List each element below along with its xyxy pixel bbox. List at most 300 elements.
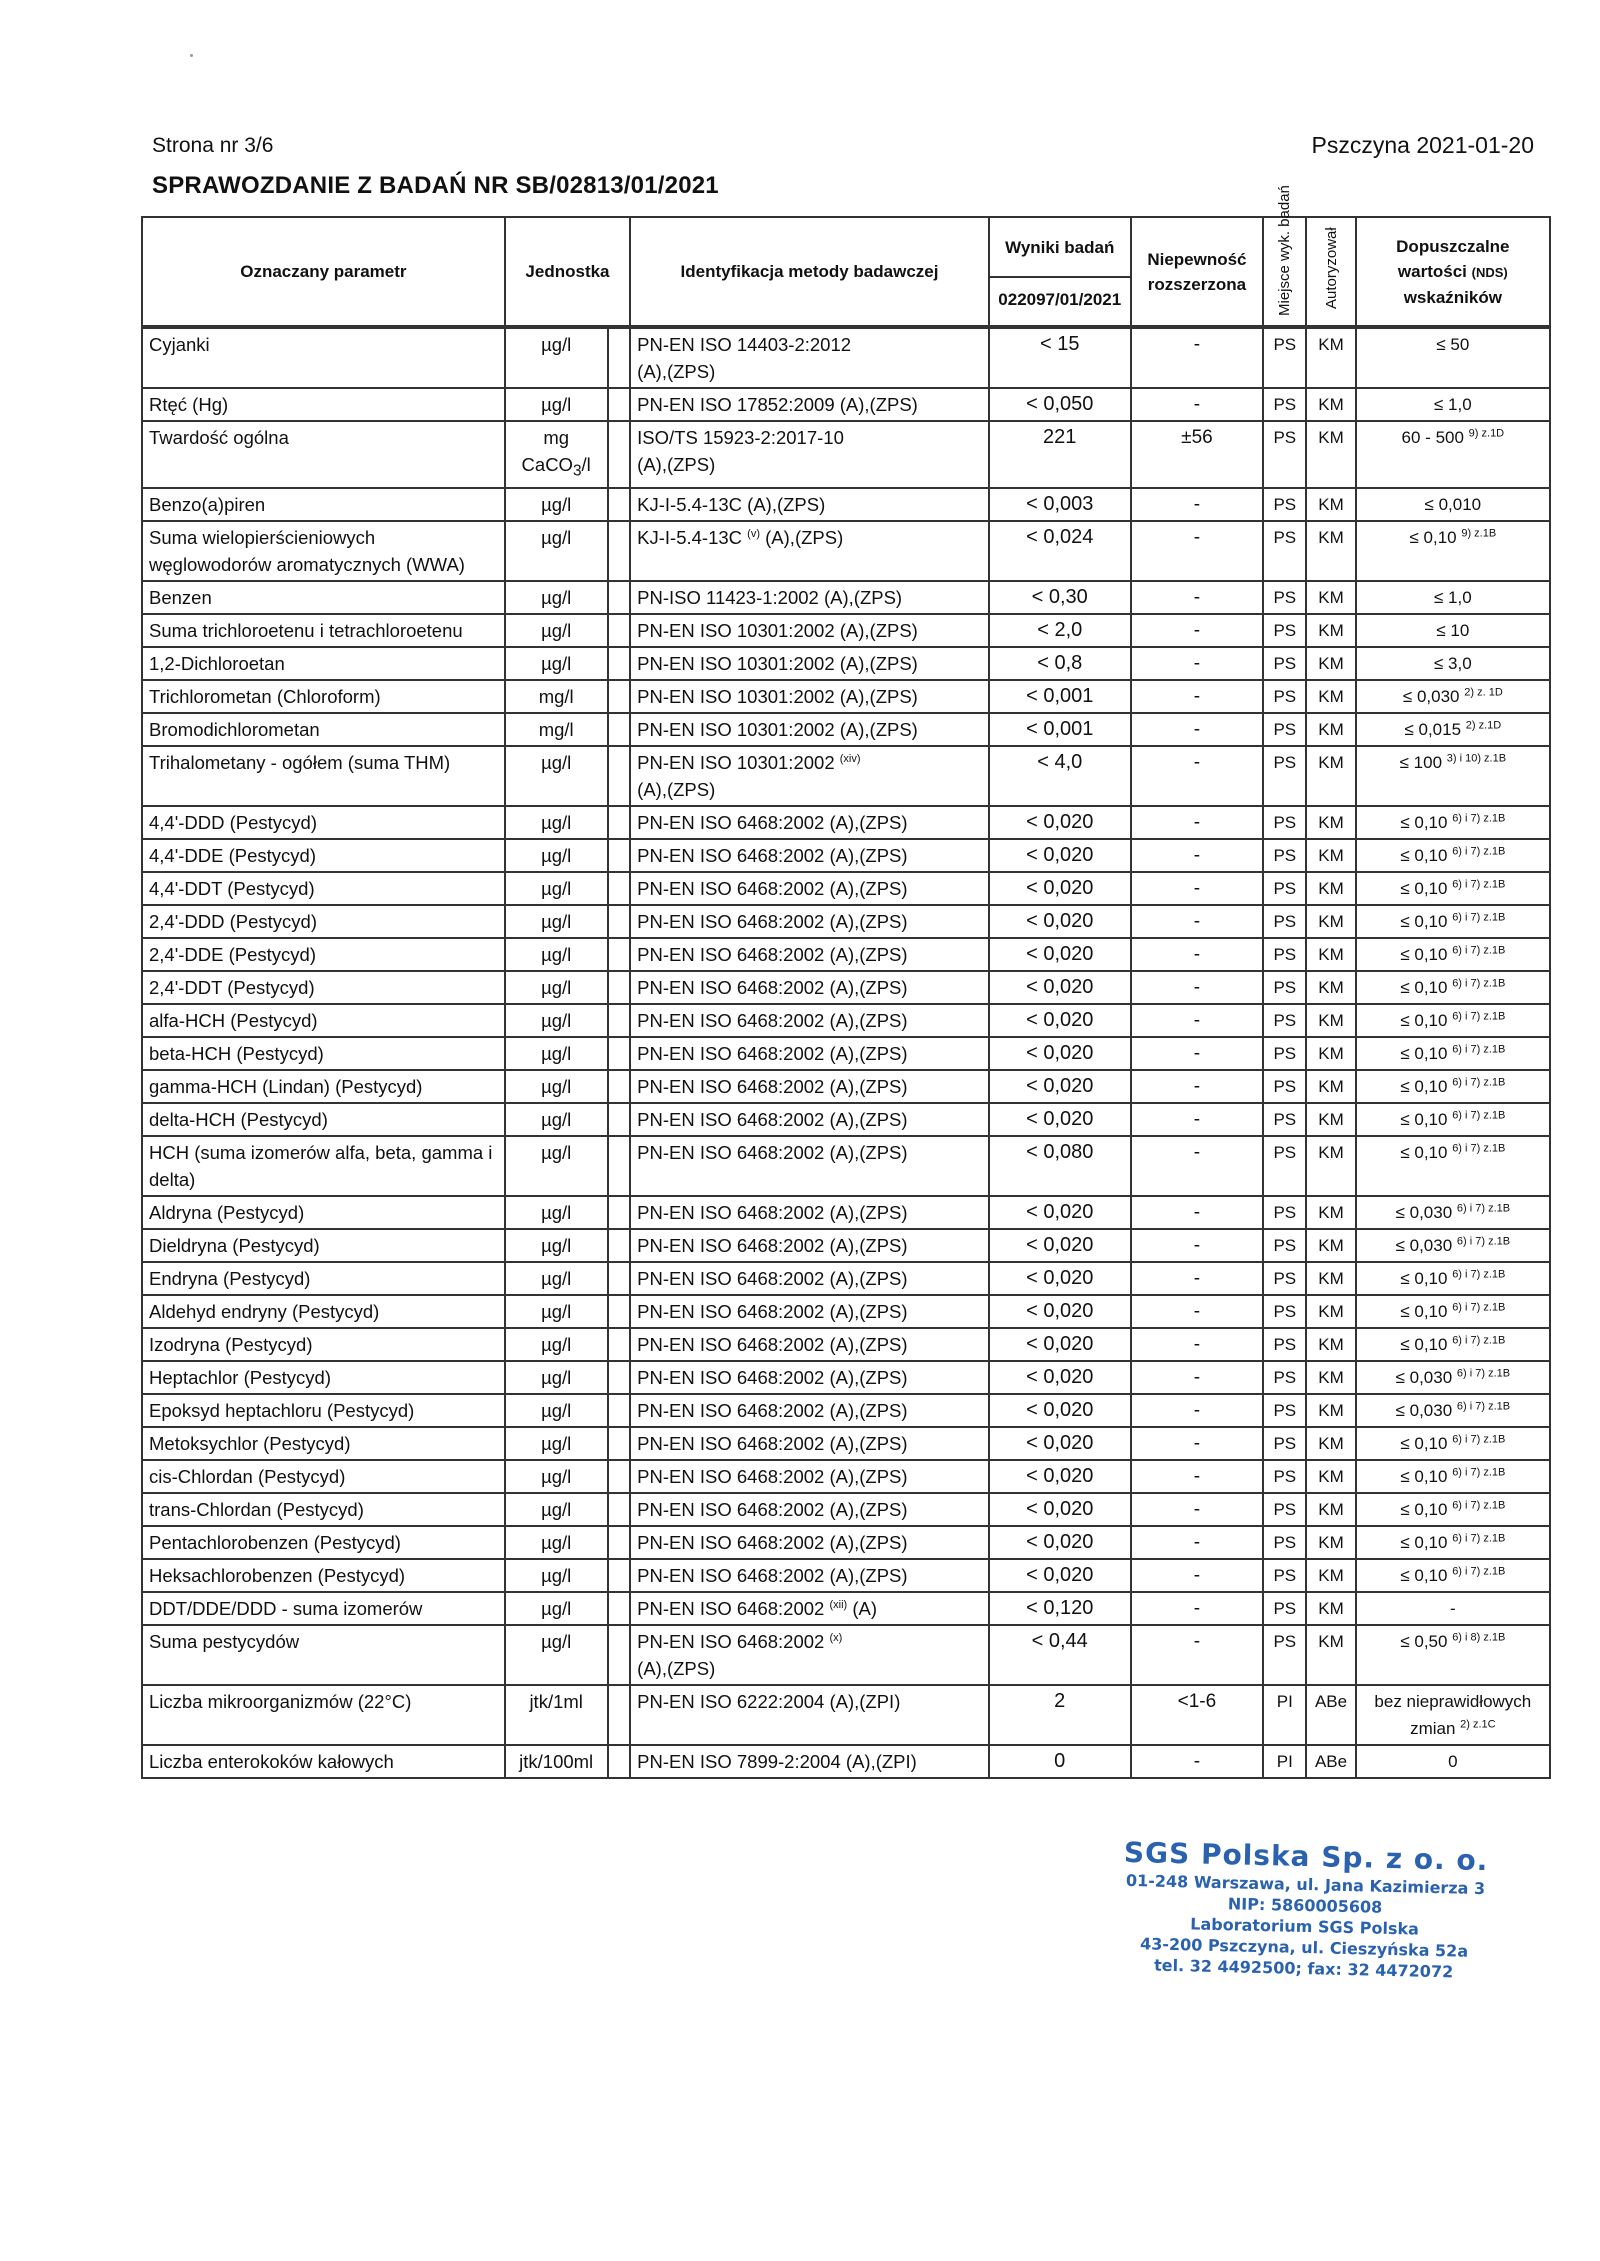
- uncertainty-cell: -: [1131, 971, 1264, 1004]
- limit-cell: [1356, 1745, 1550, 1778]
- spacer-cell: [608, 614, 631, 647]
- table-row: [142, 1196, 1550, 1229]
- method-tail: (A),(ZPS): [760, 526, 844, 548]
- unit-cell: [505, 713, 608, 746]
- method-cell: [630, 581, 989, 614]
- limit-footnote: 6) i 7) z.1B: [1452, 944, 1506, 957]
- authorized-cell: KM: [1306, 746, 1355, 806]
- uncertainty-cell: -: [1131, 746, 1264, 806]
- param-cell: Trihalometany - ogółem (suma THM): [142, 746, 505, 806]
- limit-value: ≤ 0,10: [1400, 1301, 1448, 1321]
- uncertainty-cell: -: [1131, 1745, 1264, 1778]
- method-text: PN-EN ISO 6468:2002 (A),(ZPS): [637, 943, 908, 965]
- uncertainty-cell: -: [1131, 680, 1264, 713]
- limit-footnote: 6) i 7) z.1B: [1452, 1142, 1506, 1155]
- uncertainty-cell: -: [1131, 1493, 1264, 1526]
- place-cell: PS: [1263, 971, 1306, 1004]
- unit-text: mg: [543, 427, 570, 448]
- unit-text: µg/l: [541, 1141, 572, 1163]
- place-cell: PS: [1263, 1196, 1306, 1229]
- table-row: [142, 1070, 1550, 1103]
- uncertainty-cell: -: [1131, 1196, 1264, 1229]
- limit-cell: [1356, 872, 1550, 905]
- table-row: [142, 1037, 1550, 1070]
- unit-cell: [505, 1361, 608, 1394]
- result-cell: < 0,020: [989, 1004, 1131, 1037]
- method-cell: [630, 1103, 989, 1136]
- spacer-cell: [608, 1295, 631, 1328]
- place-cell: PS: [1263, 1394, 1306, 1427]
- param-cell: Metoksychlor (Pestycyd): [142, 1427, 505, 1460]
- place-cell: PS: [1263, 839, 1306, 872]
- result-cell: < 0,020: [989, 839, 1131, 872]
- place-cell: PS: [1263, 388, 1306, 421]
- place-cell: PS: [1263, 521, 1306, 581]
- result-cell: < 0,001: [989, 680, 1131, 713]
- unit-cell: [505, 1526, 608, 1559]
- result-cell: < 0,020: [989, 1460, 1131, 1493]
- authorized-cell: KM: [1306, 388, 1355, 421]
- unit-cell: [505, 1328, 608, 1361]
- spacer-cell: [608, 327, 631, 388]
- unit-cell: [505, 1196, 608, 1229]
- authorized-cell: KM: [1306, 1328, 1355, 1361]
- method-cell: [630, 1196, 989, 1229]
- unit-cell: [505, 647, 608, 680]
- method-cell: [630, 421, 989, 488]
- unit-text: µg/l: [541, 1366, 572, 1388]
- method-cell: [630, 746, 989, 806]
- result-cell: < 0,080: [989, 1136, 1131, 1196]
- limit-footnote: 6) i 7) z.1B: [1456, 1235, 1511, 1248]
- method-cell: [630, 1070, 989, 1103]
- unit-text: µg/l: [541, 1399, 572, 1421]
- param-cell: Liczba mikroorganizmów (22°C): [142, 1685, 505, 1745]
- stamp-lab-address: 43-200 Pszczyna, ul. Cieszyńska 52a: [1139, 1934, 1469, 1961]
- result-cell: 221: [989, 421, 1131, 488]
- spacer-cell: [608, 1625, 631, 1685]
- unit-cell: [505, 1685, 608, 1745]
- unit-text: µg/l: [541, 1333, 572, 1355]
- limit-value: ≤ 0,030: [1402, 686, 1460, 706]
- col-place: [1263, 185, 1306, 327]
- limit-cell: [1356, 746, 1550, 806]
- page-number: Strona nr 3/6: [152, 134, 274, 157]
- result-cell: < 0,020: [989, 971, 1131, 1004]
- spacer-cell: [608, 1196, 631, 1229]
- unit-text: µg/l: [541, 1201, 572, 1223]
- col-uncertainty: Niepewność rozszerzona: [1131, 217, 1264, 327]
- limit-value: ≤ 0,10: [1400, 944, 1448, 964]
- place-cell: PS: [1263, 647, 1306, 680]
- place-cell: PS: [1263, 1136, 1306, 1196]
- method-text: PN-EN ISO 6468:2002 (A),(ZPS): [637, 1366, 908, 1388]
- authorized-cell: KM: [1306, 1262, 1355, 1295]
- param-cell: Benzen: [142, 581, 505, 614]
- method-cell: [630, 1526, 989, 1559]
- limit-cell: [1356, 1685, 1550, 1745]
- param-cell: 2,4'-DDT (Pestycyd): [142, 971, 505, 1004]
- authorized-cell: ABe: [1306, 1745, 1355, 1778]
- limit-footnote: 6) i 7) z.1B: [1452, 878, 1506, 891]
- param-cell: Heptachlor (Pestycyd): [142, 1361, 505, 1394]
- param-cell: beta-HCH (Pestycyd): [142, 1037, 505, 1070]
- result-cell: < 2,0: [989, 614, 1131, 647]
- result-cell: < 0,020: [989, 1196, 1131, 1229]
- table-row: [142, 905, 1550, 938]
- limit-value: ≤ 0,10: [1400, 1076, 1448, 1096]
- limit-value: ≤ 0,10: [1400, 1532, 1448, 1552]
- result-cell: < 0,020: [989, 806, 1131, 839]
- limit-footnote: 3) i 10) z.1B: [1446, 752, 1507, 765]
- param-cell: Rtęć (Hg): [142, 388, 505, 421]
- limit-footnote: 9) z.1D: [1468, 427, 1505, 440]
- authorized-cell: KM: [1306, 1394, 1355, 1427]
- result-cell: < 4,0: [989, 746, 1131, 806]
- limit-cell: [1356, 647, 1550, 680]
- spacer-cell: [608, 1037, 631, 1070]
- param-cell: Cyjanki: [142, 327, 505, 388]
- unit-text: µg/l: [541, 1465, 572, 1487]
- uncertainty-cell: -: [1131, 1592, 1264, 1625]
- method-text: PN-EN ISO 6468:2002 (A),(ZPS): [637, 1108, 908, 1130]
- col-results: [989, 217, 1131, 327]
- unit-text: µg/l: [541, 1267, 572, 1289]
- spacer-cell: [608, 872, 631, 905]
- place-cell: PS: [1263, 938, 1306, 971]
- unit-text: µg/l: [541, 1042, 572, 1064]
- limit-cell: [1356, 421, 1550, 488]
- authorized-cell: KM: [1306, 839, 1355, 872]
- table-row: [142, 1262, 1550, 1295]
- limit-footnote: 6) i 7) z.1B: [1456, 1367, 1511, 1380]
- method-cell: [630, 1427, 989, 1460]
- spacer-cell: [608, 488, 631, 521]
- uncertainty-cell: -: [1131, 1394, 1264, 1427]
- limit-value: ≤ 0,10: [1400, 911, 1448, 931]
- table-row: [142, 839, 1550, 872]
- method-text: PN-EN ISO 6468:2002 (A),(ZPS): [637, 1141, 908, 1163]
- unit-cell: [505, 1229, 608, 1262]
- limit-footnote: 6) i 7) z.1B: [1452, 1532, 1506, 1545]
- table-row: [142, 680, 1550, 713]
- uncertainty-cell: -: [1131, 839, 1264, 872]
- limit-footnote: 6) i 7) z.1B: [1452, 1010, 1506, 1023]
- authorized-cell: KM: [1306, 1361, 1355, 1394]
- uncertainty-cell: <1-6: [1131, 1685, 1264, 1745]
- param-cell: Suma pestycydów: [142, 1625, 505, 1685]
- authorized-cell: KM: [1306, 1559, 1355, 1592]
- limit-footnote: 6) i 7) z.1B: [1452, 1043, 1506, 1056]
- uncertainty-cell: -: [1131, 647, 1264, 680]
- authorized-cell: KM: [1306, 1295, 1355, 1328]
- param-cell: Suma trichloroetenu i tetrachloroetenu: [142, 614, 505, 647]
- result-cell: < 0,020: [989, 938, 1131, 971]
- authorized-cell: KM: [1306, 1196, 1355, 1229]
- limit-value: ≤ 1,0: [1434, 395, 1472, 414]
- result-cell: < 0,020: [989, 1295, 1131, 1328]
- method-cell: [630, 938, 989, 971]
- param-cell: delta-HCH (Pestycyd): [142, 1103, 505, 1136]
- param-cell: Aldryna (Pestycyd): [142, 1196, 505, 1229]
- limit-cell: [1356, 806, 1550, 839]
- unit-text: µg/l: [541, 1108, 572, 1130]
- place-cell: PS: [1263, 1361, 1306, 1394]
- param-cell: cis-Chlordan (Pestycyd): [142, 1460, 505, 1493]
- spacer-cell: [608, 647, 631, 680]
- authorized-cell: KM: [1306, 614, 1355, 647]
- spacer-cell: [608, 905, 631, 938]
- uncertainty-cell: -: [1131, 1262, 1264, 1295]
- unit-cell: [505, 1625, 608, 1685]
- uncertainty-cell: -: [1131, 1526, 1264, 1559]
- spacer-cell: [608, 1592, 631, 1625]
- limit-value: ≤ 0,10: [1400, 878, 1448, 898]
- method-footnote: (xiv): [839, 752, 861, 765]
- limit-footnote: 6) i 7) z.1B: [1452, 1301, 1506, 1314]
- limit-value: ≤ 0,10: [1400, 1499, 1448, 1519]
- uncertainty-cell: -: [1131, 713, 1264, 746]
- table-row: [142, 713, 1550, 746]
- unit-text: µg/l: [541, 334, 572, 355]
- uncertainty-cell: -: [1131, 1625, 1264, 1685]
- param-cell: 1,2-Dichloroetan: [142, 647, 505, 680]
- unit-text: µg/l: [541, 1009, 572, 1031]
- uncertainty-cell: -: [1131, 1229, 1264, 1262]
- place-cell: PS: [1263, 806, 1306, 839]
- unit-cell: [505, 938, 608, 971]
- authorized-cell: KM: [1306, 521, 1355, 581]
- limit-value: -: [1450, 1598, 1456, 1618]
- method-cell: [630, 839, 989, 872]
- limit-cell: [1356, 1526, 1550, 1559]
- unit-cell: [505, 1295, 608, 1328]
- limit-value: ≤ 0,10: [1400, 1433, 1448, 1453]
- limit-value: ≤ 0,10: [1400, 1043, 1448, 1063]
- unit-text: µg/l: [541, 910, 572, 932]
- col-authorized-label: Autoryzował: [1322, 227, 1340, 309]
- unit-text: µg/l: [541, 976, 572, 998]
- authorized-cell: KM: [1306, 581, 1355, 614]
- limit-value: ≤ 0,030: [1395, 1202, 1453, 1222]
- method-text-2: (A),(ZPS): [637, 361, 716, 382]
- place-cell: PS: [1263, 327, 1306, 388]
- spacer-cell: [608, 1103, 631, 1136]
- method-cell: [630, 713, 989, 746]
- place-cell: PS: [1263, 1592, 1306, 1625]
- unit-cell: [505, 971, 608, 1004]
- result-cell: < 0,020: [989, 1103, 1131, 1136]
- unit-cell: [505, 388, 608, 421]
- unit-cell: [505, 1004, 608, 1037]
- method-cell: [630, 971, 989, 1004]
- unit-cell: [505, 1460, 608, 1493]
- param-cell: Izodryna (Pestycyd): [142, 1328, 505, 1361]
- result-cell: < 15: [989, 327, 1131, 388]
- table-row: [142, 388, 1550, 421]
- limit-value: ≤ 0,10: [1400, 812, 1448, 832]
- param-cell: Liczba enterokoków kałowych: [142, 1745, 505, 1778]
- unit-cell: [505, 1493, 608, 1526]
- unit-cell: [505, 806, 608, 839]
- limit-cell: [1356, 1070, 1550, 1103]
- spacer-cell: [608, 1559, 631, 1592]
- limit-footnote: 2) z. 1D: [1464, 686, 1503, 699]
- spacer-cell: [608, 1328, 631, 1361]
- spacer-cell: [608, 388, 631, 421]
- table-row: [142, 1685, 1550, 1745]
- limit-cell: [1356, 1136, 1550, 1196]
- param-cell: Pentachlorobenzen (Pestycyd): [142, 1526, 505, 1559]
- limit-value: ≤ 0,10: [1400, 1142, 1448, 1162]
- limit-cell: [1356, 1559, 1550, 1592]
- unit-text: µg/l: [541, 619, 572, 641]
- method-cell: [630, 1229, 989, 1262]
- param-cell: Endryna (Pestycyd): [142, 1262, 505, 1295]
- limit-value: ≤ 0,10: [1400, 1565, 1448, 1585]
- method-cell: [630, 1685, 989, 1745]
- param-cell: Twardość ogólna: [142, 421, 505, 488]
- method-cell: [630, 1592, 989, 1625]
- unit-text: µg/l: [541, 1498, 572, 1520]
- unit-text: mg/l: [538, 718, 574, 740]
- method-text: PN-EN ISO 14403-2:2012: [637, 334, 852, 355]
- spacer-cell: [608, 971, 631, 1004]
- header-row: [142, 217, 1550, 327]
- method-text: PN-EN ISO 6468:2002 (A),(ZPS): [637, 1234, 908, 1256]
- result-cell: < 0,8: [989, 647, 1131, 680]
- stamp-address: 01-248 Warszawa, ul. Jana Kazimierza 3: [1125, 1870, 1486, 1899]
- uncertainty-cell: -: [1131, 388, 1264, 421]
- table-row: [142, 1526, 1550, 1559]
- unit-text: µg/l: [541, 1300, 572, 1322]
- method-text: PN-EN ISO 6468:2002 (A),(ZPS): [637, 1498, 908, 1520]
- method-cell: [630, 1262, 989, 1295]
- unit-cell: [505, 1427, 608, 1460]
- spacer-cell: [608, 421, 631, 488]
- param-cell: Epoksyd heptachloru (Pestycyd): [142, 1394, 505, 1427]
- limit-footnote: 6) i 7) z.1B: [1452, 1433, 1506, 1446]
- table-row: [142, 1559, 1550, 1592]
- place-cell: PS: [1263, 746, 1306, 806]
- unit-cell: [505, 1103, 608, 1136]
- place-cell: PS: [1263, 680, 1306, 713]
- limit-value: ≤ 0,50: [1400, 1631, 1448, 1651]
- unit-text: µg/l: [541, 586, 572, 608]
- result-cell: < 0,024: [989, 521, 1131, 581]
- limit-cell: [1356, 1493, 1550, 1526]
- stamp-lab: Laboratorium SGS Polska: [1190, 1914, 1420, 1939]
- unit-text: µg/l: [541, 394, 572, 415]
- method-text: PN-EN ISO 6468:2002: [637, 1597, 825, 1619]
- limit-value: ≤ 0,030: [1395, 1235, 1453, 1255]
- method-cell: [630, 388, 989, 421]
- col-unit: Jednostka: [505, 217, 630, 327]
- authorized-cell: KM: [1306, 1103, 1355, 1136]
- result-cell: < 0,020: [989, 872, 1131, 905]
- unit-text: µg/l: [541, 1234, 572, 1256]
- limit-cell: [1356, 1361, 1550, 1394]
- col-limits-line1: Dopuszczalne wartości: [1396, 236, 1510, 281]
- authorized-cell: KM: [1306, 680, 1355, 713]
- unit-cell: [505, 614, 608, 647]
- limit-value: ≤ 0,10: [1400, 1466, 1448, 1486]
- param-cell: 4,4'-DDE (Pestycyd): [142, 839, 505, 872]
- method-cell: [630, 488, 989, 521]
- param-cell: Trichlorometan (Chloroform): [142, 680, 505, 713]
- method-footnote: (x): [829, 1631, 843, 1644]
- uncertainty-cell: -: [1131, 1004, 1264, 1037]
- uncertainty-cell: -: [1131, 872, 1264, 905]
- authorized-cell: KM: [1306, 1493, 1355, 1526]
- place-cell: PS: [1263, 713, 1306, 746]
- table-row: [142, 1328, 1550, 1361]
- table-row: [142, 1361, 1550, 1394]
- param-cell: gamma-HCH (Lindan) (Pestycyd): [142, 1070, 505, 1103]
- limit-value: ≤ 0,015: [1404, 719, 1462, 739]
- limit-footnote: 6) i 8) z.1B: [1452, 1631, 1506, 1644]
- uncertainty-cell: -: [1131, 327, 1264, 388]
- result-cell: 2: [989, 1685, 1131, 1745]
- method-cell: [630, 905, 989, 938]
- spacer-cell: [608, 1394, 631, 1427]
- table-row: [142, 1229, 1550, 1262]
- result-cell: < 0,44: [989, 1625, 1131, 1685]
- method-text: PN-ISO 11423-1:2002 (A),(ZPS): [637, 586, 903, 608]
- method-text: PN-EN ISO 6468:2002 (A),(ZPS): [637, 1201, 908, 1223]
- method-cell: [630, 806, 989, 839]
- limit-cell: [1356, 1037, 1550, 1070]
- method-text: PN-EN ISO 10301:2002: [637, 751, 835, 773]
- result-cell: 0: [989, 1745, 1131, 1778]
- method-text: PN-EN ISO 10301:2002 (A),(ZPS): [637, 685, 918, 707]
- method-text-2: (A),(ZPS): [637, 778, 716, 800]
- col-place-label: Miejsce wyk. badań: [1276, 185, 1294, 316]
- table-row: [142, 581, 1550, 614]
- uncertainty-cell: -: [1131, 1559, 1264, 1592]
- authorized-cell: KM: [1306, 1136, 1355, 1196]
- method-text: PN-EN ISO 6468:2002 (A),(ZPS): [637, 1564, 908, 1586]
- limit-footnote: 6) i 7) z.1B: [1452, 1466, 1506, 1479]
- method-footnote: (xii): [829, 1598, 848, 1611]
- method-text: ISO/TS 15923-2:2017-10: [637, 427, 844, 448]
- limit-cell: [1356, 1262, 1550, 1295]
- method-cell: [630, 872, 989, 905]
- limit-cell: [1356, 1229, 1550, 1262]
- spacer-cell: [608, 1229, 631, 1262]
- method-cell: [630, 647, 989, 680]
- limit-footnote: 6) i 7) z.1B: [1452, 1565, 1506, 1578]
- method-text: PN-EN ISO 6468:2002 (A),(ZPS): [637, 811, 908, 833]
- unit-cell: [505, 327, 608, 388]
- col-param: Oznaczany parametr: [142, 217, 505, 327]
- uncertainty-cell: -: [1131, 1361, 1264, 1394]
- limit-footnote: 6) i 7) z.1B: [1452, 1109, 1506, 1122]
- place-cell: PS: [1263, 1295, 1306, 1328]
- uncertainty-cell: -: [1131, 1328, 1264, 1361]
- authorized-cell: KM: [1306, 806, 1355, 839]
- result-cell: < 0,020: [989, 1493, 1131, 1526]
- limit-cell: [1356, 521, 1550, 581]
- place-cell: PS: [1263, 1493, 1306, 1526]
- uncertainty-cell: -: [1131, 1295, 1264, 1328]
- limit-cell: [1356, 327, 1550, 388]
- unit-text: µg/l: [541, 943, 572, 965]
- method-text-2: (A),(ZPS): [637, 454, 716, 475]
- unit-cell: [505, 1136, 608, 1196]
- stamp-nip: NIP: 5860005608: [1227, 1894, 1383, 1917]
- spacer-cell: [608, 938, 631, 971]
